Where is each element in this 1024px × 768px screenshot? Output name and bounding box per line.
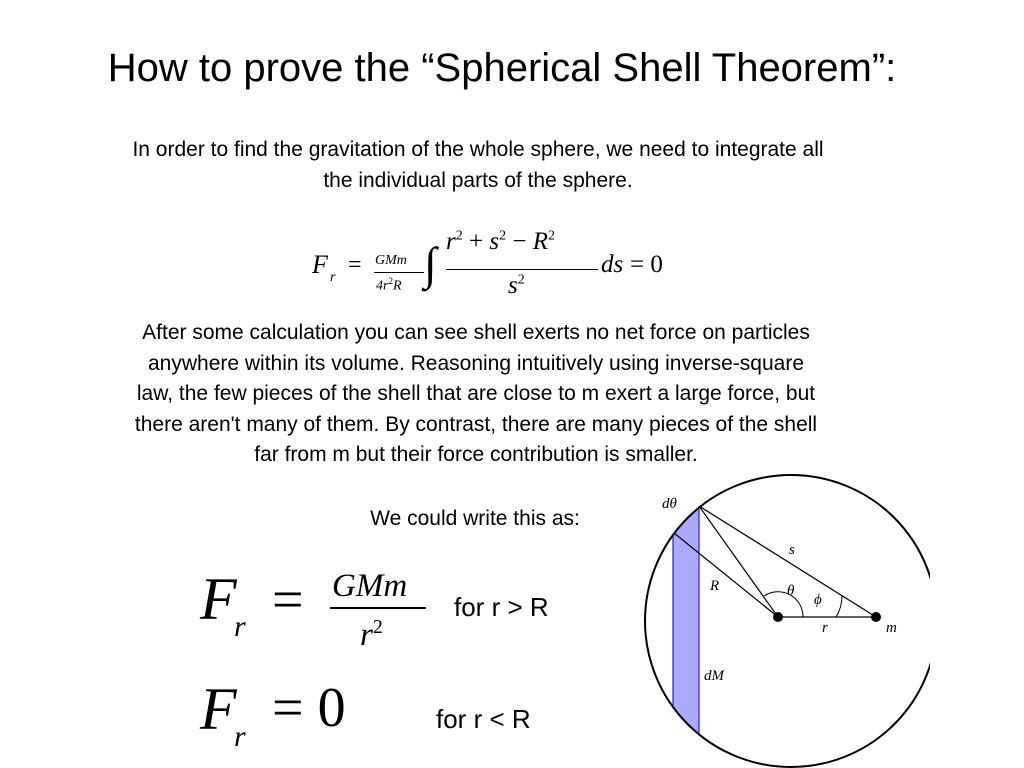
integrand-numerator — [446, 228, 555, 256]
eq1-lhs-sub: r — [234, 610, 246, 643]
label-s: s — [789, 542, 795, 558]
eq2-lhs-sub: r — [234, 720, 246, 753]
integral-equals: = — [348, 252, 362, 278]
coef-fraction-bar — [374, 272, 424, 273]
coef-den-4r: 4r — [376, 278, 389, 294]
label-R: R — [710, 578, 720, 594]
eq2-lhs: F — [200, 676, 237, 742]
den-s-exp: 2 — [517, 272, 525, 288]
intro-line-2: the individual parts of the sphere. — [323, 169, 633, 192]
eq1-fraction-bar — [330, 607, 426, 609]
label-dtheta: dθ — [662, 496, 677, 512]
label-m: m — [886, 620, 897, 636]
den-s: s — [508, 272, 518, 299]
label-theta: θ — [787, 583, 795, 599]
paragraph-line: anywhere within its volume. Reasoning intuitively using inverse-square — [148, 351, 804, 375]
equation-inside — [196, 674, 396, 764]
paragraph-line: After some calculation you can see shell exerts no net force on particles — [142, 321, 810, 344]
integrand-denominator — [508, 272, 525, 300]
mass-point — [871, 612, 881, 622]
num-minus: − — [512, 228, 527, 255]
integrand-ds: ds — [601, 251, 624, 278]
num-s-exp: 2 — [499, 228, 507, 244]
num-plus: + — [468, 228, 484, 255]
eq1-den-exp: 2 — [372, 616, 383, 638]
coef-den-R: R — [392, 278, 402, 294]
sphere-diagram — [630, 470, 930, 768]
integral-lhs: F — [312, 250, 328, 279]
paragraph-line: far from m but their force contribution is smaller. — [254, 443, 698, 466]
write-label: We could write this as: — [370, 507, 580, 530]
integrand-fraction-bar — [446, 269, 598, 270]
num-r: r — [446, 228, 456, 255]
phi-arc — [836, 596, 842, 617]
num-r-exp: 2 — [455, 228, 463, 244]
condition-outside: for r > R — [454, 592, 549, 622]
integral-lhs-sub: r — [330, 270, 336, 285]
intro-line-1: In order to find the gravitation of the whole sphere, we need to integrate all — [132, 138, 824, 161]
label-dM: dM — [704, 668, 724, 684]
theta-arc — [764, 592, 803, 617]
line-R2 — [699, 506, 778, 617]
condition-inside: for r < R — [436, 704, 531, 734]
label-phi: ϕ — [814, 592, 822, 608]
label-r: r — [822, 620, 828, 636]
eq2-rhs: = 0 — [272, 677, 346, 739]
integral-sign: ∫ — [424, 238, 437, 289]
num-R-exp: 2 — [547, 228, 555, 244]
equation-outside — [196, 564, 456, 664]
eq1-lhs: F — [200, 566, 237, 632]
coef-numerator: GMm — [375, 253, 407, 268]
eq1-den-r: r — [360, 617, 373, 653]
eq1-numerator: GMm — [332, 568, 408, 604]
line-s — [699, 506, 876, 617]
coef-den-exp: 2 — [388, 276, 393, 286]
paragraph-line: there aren't many of them. By contrast, there are many pieces of the shell — [134, 412, 818, 436]
center-point — [773, 612, 783, 622]
integral-result: = 0 — [630, 251, 663, 278]
intro-text — [48, 134, 908, 196]
eq1-denominator — [360, 616, 383, 654]
eq1-equals: = — [272, 569, 304, 631]
coef-denominator — [376, 276, 402, 295]
integral-equation — [312, 220, 692, 312]
num-R: R — [532, 228, 548, 255]
num-s: s — [489, 228, 500, 255]
explanation-paragraph — [46, 318, 906, 471]
page-title: How to prove the “Spherical Shell Theorem”: — [107, 46, 897, 90]
paragraph-line: law, the few pieces of the shell that are close to m exert a large force, but — [136, 382, 816, 405]
